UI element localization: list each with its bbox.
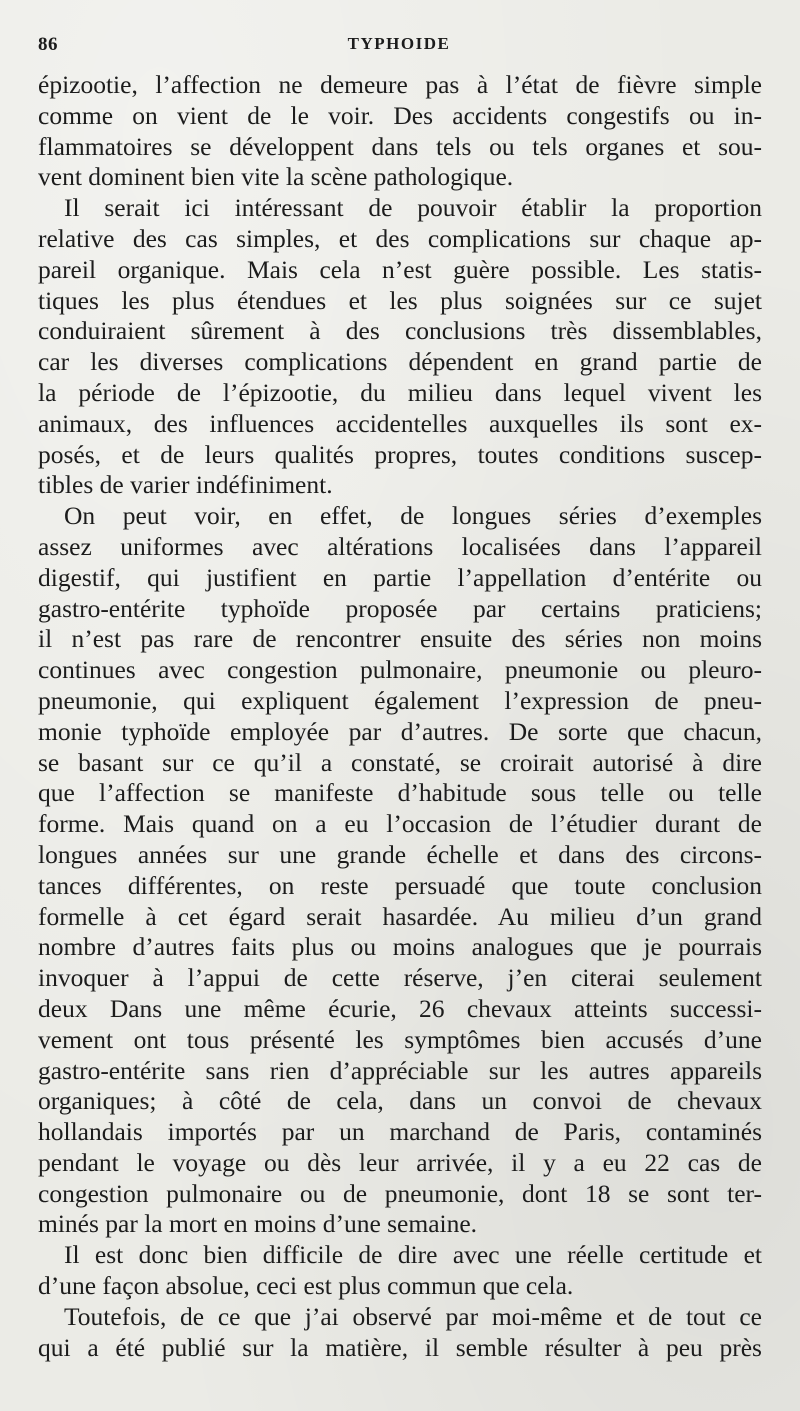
text-line: posés, et de leurs qualités propres, toutes conditions suscep- <box>38 439 762 469</box>
text-line: Il serait ici intéressant de pouvoir établir la proportion <box>64 193 762 223</box>
text-line: longues années sur une grande échelle et dans des circons- <box>38 839 762 869</box>
text-line: organiques; à côté de cela, dans un convoi de chevaux <box>38 1086 762 1116</box>
text-line: Il est donc bien difficile de dire avec une réelle certitude et <box>64 1240 762 1270</box>
text-line: se basant sur ce qu’il a constaté, se croirait autorisé à dire <box>38 747 762 777</box>
page-number: 86 <box>38 34 58 55</box>
text-line: d’une façon absolue, ceci est plus commun que cela. <box>38 1271 574 1301</box>
text-line: conduiraient sûrement à des conclusions très dissemblables, <box>38 316 762 346</box>
text-line: monie typhoïde employée par d’autres. De sorte que chacun, <box>38 716 762 746</box>
text-line: congestion pulmonaire ou de pneumonie, dont 18 se sont ter- <box>38 1178 762 1208</box>
text-line: forme. Mais quand on a eu l’occasion de l’étudier durant de <box>38 809 762 839</box>
text-line: gastro-entérite sans rien d’appréciable sur les autres appareils <box>38 1055 762 1085</box>
text-line: animaux, des influences accidentelles auxquelles ils sont ex- <box>38 408 762 438</box>
text-line: flammatoires se développent dans tels ou tels organes et sou- <box>38 131 762 161</box>
text-line: pareil organique. Mais cela n’est guère possible. Les statis- <box>38 254 762 284</box>
text-line: minés par la mort en moins d’une semaine. <box>38 1209 478 1239</box>
text-line: assez uniformes avec altérations localisées dans l’appareil <box>38 531 762 561</box>
text-line: Toutefois, de ce que j’ai observé par moi-même et de tout ce <box>64 1301 762 1331</box>
text-line: épizootie, l’affection ne demeure pas à l’état de fièvre simple <box>38 70 762 99</box>
text-line: tances différentes, on reste persuadé que toute conclusion <box>38 870 762 900</box>
text-line: vent dominent bien vite la scène pathologique. <box>38 162 514 192</box>
running-title: TYPHOIDE <box>347 34 451 53</box>
text-line: car les diverses complications dépendent en grand partie de <box>38 347 762 377</box>
text-line: formelle à cet égard serait hasardée. Au milieu d’un grand <box>38 901 762 931</box>
text-line: qui a été publié sur la matière, il semble résulter à peu près <box>38 1332 762 1362</box>
text-line: tibles de varier indéfiniment. <box>38 470 333 500</box>
text-line: comme on vient de le voir. Des accidents congestifs ou in- <box>38 100 762 130</box>
text-line: tiques les plus étendues et les plus soignées sur ce sujet <box>38 285 762 315</box>
page-header <box>38 34 760 58</box>
body-text <box>38 70 762 1363</box>
text-line: nombre d’autres faits plus ou moins analogues que je pourrais <box>38 932 762 962</box>
text-line: que l’affection se manifeste d’habitude sous telle ou telle <box>38 778 762 808</box>
text-line: il n’est pas rare de rencontrer ensuite des séries non moins <box>38 624 762 654</box>
text-line: digestif, qui justifient en partie l’appellation d’entérite ou <box>38 562 762 592</box>
text-line: relative des cas simples, et des complications sur chaque ap- <box>38 223 762 253</box>
text-line: pneumonie, qui expliquent également l’expression de pneu- <box>38 685 762 715</box>
text-line: vement ont tous présenté les symptômes bien accusés d’une <box>38 1024 762 1054</box>
text-line: pendant le voyage ou dès leur arrivée, il y a eu 22 cas de <box>38 1147 762 1177</box>
text-line: invoquer à l’appui de cette réserve, j’en citerai seulement <box>38 963 762 993</box>
text-line: deux Dans une même écurie, 26 chevaux atteints successi- <box>38 993 762 1023</box>
text-line: On peut voir, en effet, de longues séries d’exemples <box>64 501 762 531</box>
text-line: gastro-entérite typhoïde proposée par certains praticiens; <box>38 593 762 623</box>
text-line: continues avec congestion pulmonaire, pneumonie ou pleuro- <box>38 655 762 685</box>
text-line: la période de l’épizootie, du milieu dans lequel vivent les <box>38 377 762 407</box>
text-line: hollandais importés par un marchand de Paris, contaminés <box>38 1117 762 1147</box>
